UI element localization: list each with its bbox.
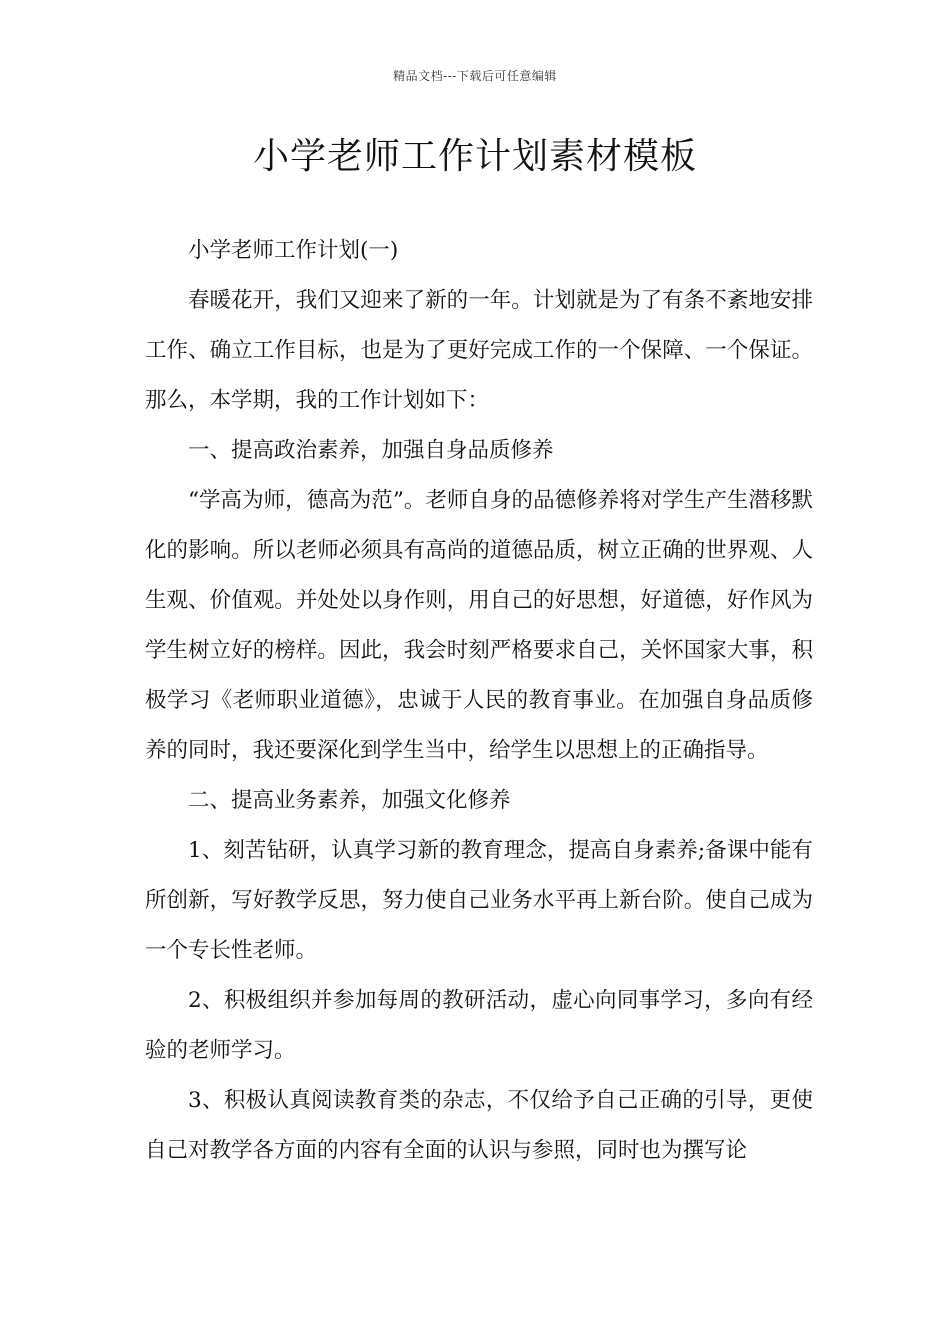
subsection-heading: 一、提高政治素养，加强自身品质修养 <box>188 438 554 463</box>
subsection-heading: 二、提高业务素养，加强文化修养 <box>188 788 511 813</box>
section-heading: 小学老师工作计划(一) <box>188 238 399 263</box>
paragraph: 2、积极组织并参加每周的教研活动，虚心向同事学习，多向有经验的老师学习。 <box>145 988 813 1063</box>
header-note: 精品文档---下载后可任意编辑 <box>393 69 557 83</box>
paragraph: “学高为师，德高为范”。老师自身的品德修养将对学生产生潜移默化的影响。所以老师必须具有高尚的道德品质，树立正确的世界观、人生观、价值观。并处处以身作则，用自己的好思想，好道德，好作风为学生树立好的榜样。因此，我会时刻严格要求自己，关怀国家大事，积极学习《老师职业道德》，忠诚于人民的教育事业。在加强自身品质修养的同时，我还要深化到学生当中，给学生以思想上的正确指导。 <box>145 488 813 763</box>
document-body <box>145 226 813 1176</box>
paragraph: 3、积极认真阅读教育类的杂志，不仅给予自己正确的引导，更使自己对教学各方面的内容有全面的认识与参照，同时也为撰写论 <box>145 1088 813 1163</box>
paragraph: 春暖花开，我们又迎来了新的一年。计划就是为了有条不紊地安排工作、确立工作目标，也是为了更好完成工作的一个保障、一个保证。那么，本学期，我的工作计划如下： <box>145 288 813 413</box>
document-title: 小学老师工作计划素材模板 <box>252 136 697 177</box>
paragraph: 1、刻苦钻研，认真学习新的教育理念，提高自身素养;备课中能有所创新，写好教学反思，努力使自己业务水平再上新台阶。使自己成为一个专长性老师。 <box>145 838 813 963</box>
